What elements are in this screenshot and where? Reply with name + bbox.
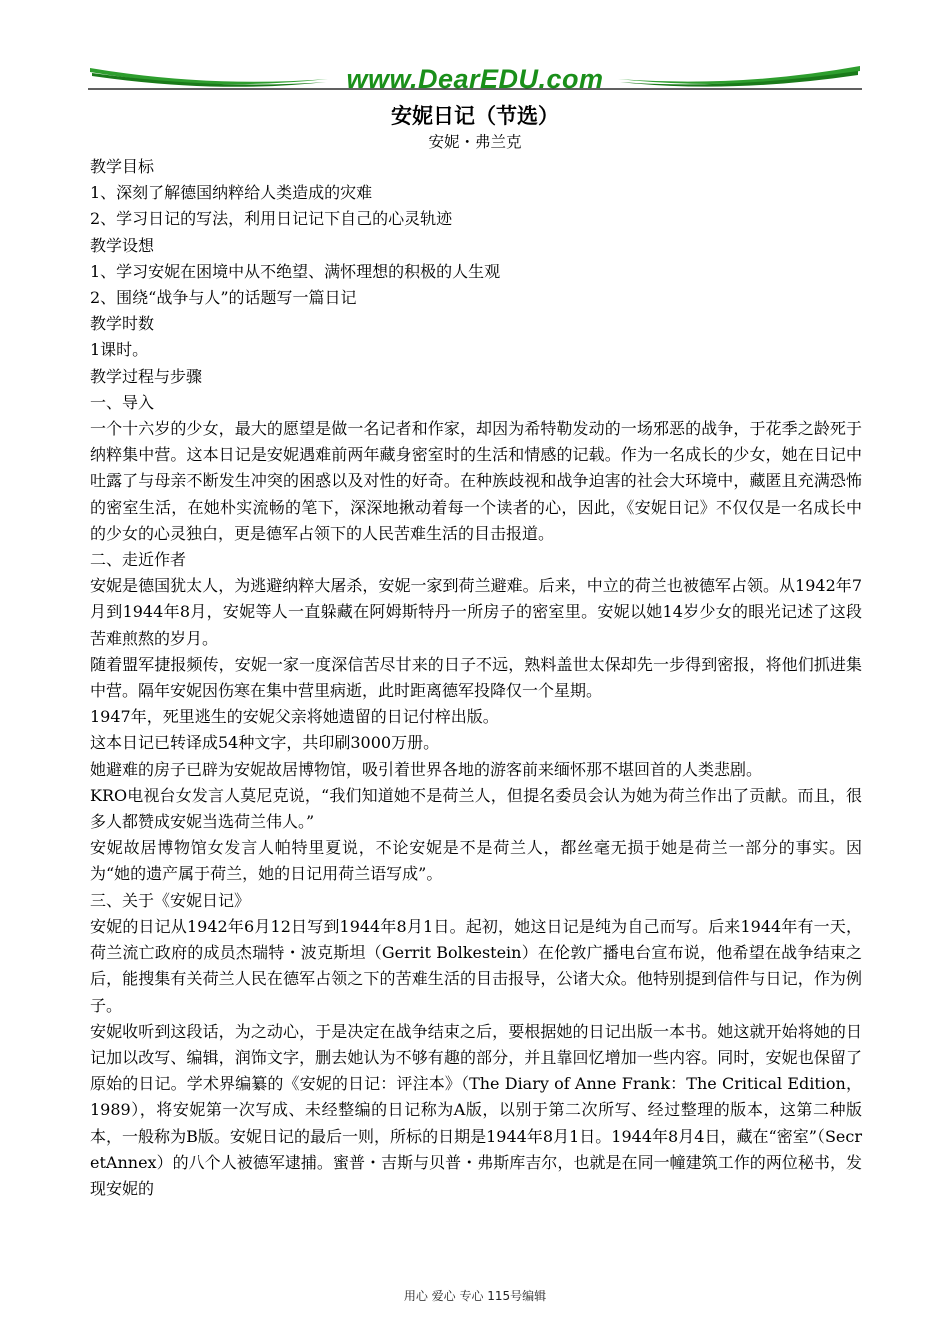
section-heading-goals: 教学目标 — [90, 157, 155, 176]
subheading-diary: 三、关于《安妮日记》 — [90, 890, 251, 910]
paragraph-author-1: 安妮是德国犹太人，为逃避纳粹大屠杀，安妮一家到荷兰避难。后来，中立的荷兰也被德军占领。从1942年7月到1944年8月，安妮等人一直躲藏在阿姆斯特丹一所房子的密室里。安妮以她14岁少女的眼光记述了这段苦难煎熬的岁月。 — [90, 576, 862, 648]
paragraph-diary-2: 安妮收听到这段话，为之动心，于是决定在战争结束之后，要根据她的日记出版一本书。她这就开始将她的日记加以改写、编辑，润饰文字，删去她认为不够有趣的部分，并且靠回忆增加一些内容。同时，安妮也保留了原始的日记。学术界编纂的《安妮的日记：评注本》（The Diary of Anne Frank：The Critical Edition，1989），将安妮第一次写成、未经整编的日记称为A版，以别于第二次所写、经过整理的版本，这第二种版本，一般称为B版。安妮日记的最后一则，所标的日期是1944年8月1日。1944年8月4日，藏在“密室”（SecretAnnex）的八个人被德军逮捕。蜜普・吉斯与贝普・弗斯库吉尔，也就是在同一幢建筑工作的两位秘书，发现安妮的 — [90, 1021, 862, 1198]
site-header-banner — [88, 62, 862, 100]
paragraph-author-4: 这本日记已转译成54种文字，共印刷3000万册。 — [90, 733, 440, 753]
paragraph-diary-1: 安妮的日记从1942年6月12日写到1944年8月1日。起初，她这日记是纯为自己而写。后来1944年有一天，荷兰流亡政府的成员杰瑞特・波克斯坦（Gerrit Bolkestein）在伦敦广播电台宣布说，他希望在战争结束之后，能搜集有关荷兰人民在德军占领之下的苦难生活的目击报导，公诸大众。他特别提到信件与日记，作为例子。 — [90, 916, 862, 1015]
paragraph-author-5: 她避难的房子已辟为安妮故居博物馆，吸引着世界各地的游客前来缅怀那不堪回首的人类悲剧。 — [90, 759, 763, 779]
document-title: 安妮日记（节选） — [391, 103, 559, 128]
paragraph-author-6: KRO电视台女发言人莫尼克说，“我们知道她不是荷兰人，但提名委员会认为她为荷兰作出了贡献。而且，很多人都赞成安妮当选荷兰伟人。” — [90, 785, 862, 832]
section-heading-process: 教学过程与步骤 — [90, 366, 203, 386]
subheading-intro: 一、导入 — [90, 392, 155, 412]
document-body — [90, 154, 862, 1202]
paragraph-intro: 一个十六岁的少女，最大的愿望是做一名记者和作家，却因为希特勒发动的一场邪恶的战争，于花季之龄死于纳粹集中营。这本日记是安妮遇难前两年藏身密室时的生活和情感的记载。作为一名成长的少女，她在日记中吐露了与母亲不断发生冲突的困惑以及对性的好奇。在种族歧视和战争迫害的社会大环境中，藏匿且充满恐怖的密室生活，在她朴实流畅的笔下，深深地揪动着每一个读者的心，因此，《安妮日记》不仅仅是一名成长中的少女的心灵独白，更是德军占领下的人民苦难生活的目击报道。 — [90, 419, 862, 543]
section-heading-plan: 教学设想 — [90, 235, 155, 255]
paragraph-author-3: 1947年，死里逃生的安妮父亲将她遗留的日记付梓出版。 — [90, 707, 499, 727]
paragraph-author-7: 安妮故居博物馆女发言人帕特里夏说，不论安妮是不是荷兰人，都丝毫无损于她是荷兰一部分的事实。因为“她的遗产属于荷兰，她的日记用荷兰语写成”。 — [90, 838, 862, 884]
section-heading-hours: 教学时数 — [90, 314, 155, 334]
goal-item-1: 1、深刻了解德国纳粹给人类造成的灾难 — [90, 183, 373, 203]
plan-item-2: 2、围绕“战争与人”的话题写一篇日记 — [90, 288, 357, 308]
site-logo-text: www.DearEDU.com — [346, 64, 604, 94]
document-author: 安妮・弗兰克 — [428, 133, 522, 151]
subheading-author: 二、走近作者 — [90, 550, 187, 570]
plan-item-1: 1、学习安妮在困境中从不绝望、满怀理想的积极的人生观 — [90, 261, 501, 281]
goal-item-2: 2、学习日记的写法，利用日记记下自己的心灵轨迹 — [90, 209, 453, 229]
page-footer: 用心 爱心 专心 115号编辑 — [403, 1289, 547, 1303]
hours-value: 1课时。 — [90, 340, 149, 360]
paragraph-author-2: 随着盟军捷报频传，安妮一家一度深信苦尽甘来的日子不远，熟料盖世太保却先一步得到密报，将他们抓进集中营。隔年安妮因伤寒在集中营里病逝，此时距离德军投降仅一个星期。 — [90, 654, 862, 701]
